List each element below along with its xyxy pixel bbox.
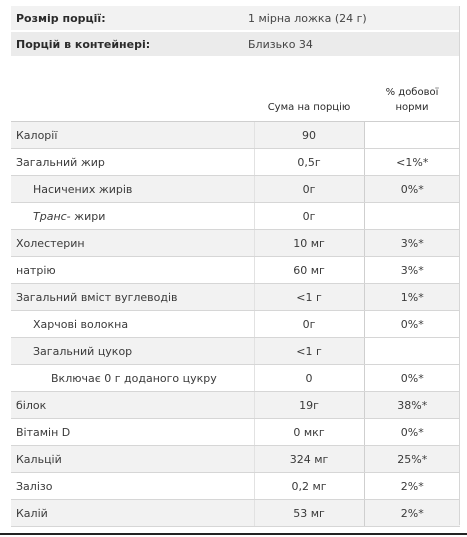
header-nutrient bbox=[11, 64, 254, 122]
nutrient-row bbox=[11, 392, 460, 419]
nutrient-daily-value bbox=[364, 122, 460, 149]
nutrient-daily-value: 3%* bbox=[364, 230, 460, 257]
nutrient-amount: 10 мг bbox=[254, 230, 364, 257]
nutrient-daily-value: 2%* bbox=[364, 500, 460, 527]
nutrient-row bbox=[11, 473, 460, 500]
nutrition-table bbox=[11, 64, 460, 527]
nutrient-name: Харчові волокна bbox=[11, 311, 254, 338]
nutrient-daily-value: 25%* bbox=[364, 446, 460, 473]
nutrient-name bbox=[11, 203, 254, 230]
nutrient-row bbox=[11, 122, 460, 149]
nutrient-daily-value bbox=[364, 203, 460, 230]
servings-per-container-value: Близько 34 bbox=[243, 31, 460, 57]
nutrient-amount: 53 мг bbox=[254, 500, 364, 527]
nutrient-name: Залізо bbox=[11, 473, 254, 500]
nutrient-name: Насичених жирів bbox=[11, 176, 254, 203]
nutrient-daily-value: 0%* bbox=[364, 311, 460, 338]
nutrient-amount: <1 г bbox=[254, 284, 364, 311]
nutrient-daily-value: 1%* bbox=[364, 284, 460, 311]
nutrient-daily-value: 0%* bbox=[364, 365, 460, 392]
nutrient-daily-value bbox=[364, 338, 460, 365]
table-right-border bbox=[459, 6, 460, 525]
nutrient-amount: 0г bbox=[254, 311, 364, 338]
nutrient-amount: 90 bbox=[254, 122, 364, 149]
serving-size-row bbox=[11, 6, 460, 31]
nutrient-name: натрію bbox=[11, 257, 254, 284]
nutrient-row bbox=[11, 446, 460, 473]
nutrient-row bbox=[11, 149, 460, 176]
nutrition-table-header bbox=[11, 64, 460, 122]
nutrient-amount: 0г bbox=[254, 176, 364, 203]
nutrient-name: Калорії bbox=[11, 122, 254, 149]
nutrient-name: білок bbox=[11, 392, 254, 419]
nutrient-amount: 0 мкг bbox=[254, 419, 364, 446]
nutrient-row bbox=[11, 365, 460, 392]
nutrient-name-prefix: Транс- bbox=[33, 209, 71, 223]
nutrient-row bbox=[11, 338, 460, 365]
serving-size-label: Розмір порції: bbox=[11, 6, 243, 31]
nutrient-daily-value: 38%* bbox=[364, 392, 460, 419]
nutrient-row bbox=[11, 500, 460, 527]
nutrient-name: Кальцій bbox=[11, 446, 254, 473]
bottom-divider bbox=[0, 533, 467, 535]
nutrient-row bbox=[11, 311, 460, 338]
nutrient-row bbox=[11, 419, 460, 446]
nutrient-amount: 19г bbox=[254, 392, 364, 419]
nutrient-daily-value: 3%* bbox=[364, 257, 460, 284]
nutrient-daily-value: <1%* bbox=[364, 149, 460, 176]
nutrient-amount: 0г bbox=[254, 203, 364, 230]
nutrient-amount: 60 мг bbox=[254, 257, 364, 284]
nutrient-name: Калій bbox=[11, 500, 254, 527]
nutrition-table-body bbox=[11, 122, 460, 527]
header-amount-per-serving: Сума на порцію bbox=[254, 64, 364, 122]
servings-per-container-label: Порцій в контейнері: bbox=[11, 31, 243, 57]
serving-size-value: 1 мірна ложка (24 г) bbox=[243, 6, 460, 31]
nutrient-row bbox=[11, 203, 460, 230]
nutrient-amount: 0,5г bbox=[254, 149, 364, 176]
nutrient-row bbox=[11, 230, 460, 257]
nutrient-amount: 0,2 мг bbox=[254, 473, 364, 500]
nutrient-amount: <1 г bbox=[254, 338, 364, 365]
nutrient-amount: 0 bbox=[254, 365, 364, 392]
nutrient-row bbox=[11, 176, 460, 203]
nutrient-row bbox=[11, 257, 460, 284]
servings-per-container-row bbox=[11, 31, 460, 57]
header-daily-value: % добової норми bbox=[364, 64, 460, 122]
nutrient-name-suffix: жири bbox=[70, 209, 106, 223]
nutrient-name: Загальний жир bbox=[11, 149, 254, 176]
serving-info-table bbox=[11, 6, 460, 58]
nutrient-daily-value: 2%* bbox=[364, 473, 460, 500]
nutrient-daily-value: 0%* bbox=[364, 176, 460, 203]
nutrient-name: Включає 0 г доданого цукру bbox=[11, 365, 254, 392]
nutrient-name: Загальний цукор bbox=[11, 338, 254, 365]
nutrient-name: Загальний вміст вуглеводів bbox=[11, 284, 254, 311]
nutrient-row bbox=[11, 284, 460, 311]
nutrient-amount: 324 мг bbox=[254, 446, 364, 473]
nutrient-name: Вітамін D bbox=[11, 419, 254, 446]
nutrient-name: Холестерин bbox=[11, 230, 254, 257]
nutrient-daily-value: 0%* bbox=[364, 419, 460, 446]
